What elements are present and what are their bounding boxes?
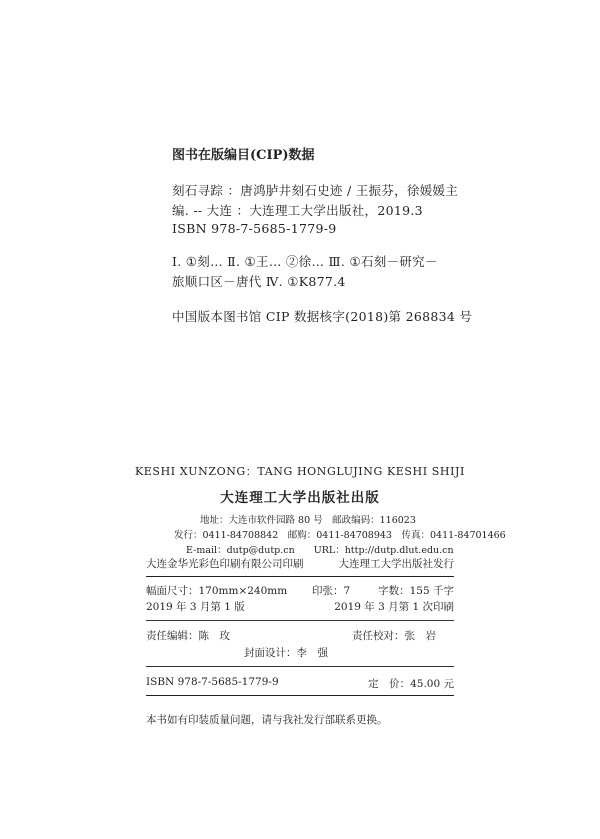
cip-line-publication: 编. -- 大连 ：大连理工大学出版社，2019.3 [172, 203, 423, 218]
cip-line-subjects: Ⅰ. ①刻… Ⅱ. ①王… ②徐… Ⅲ. ①石刻－研究－ [172, 254, 438, 269]
publisher-web: E-mail：dutp@dutp.cn URL：http://dutp.dlut.edu.cn [186, 545, 454, 556]
printer: 大连金华光彩色印刷有限公司印刷 [146, 558, 304, 570]
divider [146, 620, 454, 621]
isbn: ISBN 978-7-5685-1779-9 [146, 676, 279, 688]
page-size: 幅面尺寸：170mm×240mm [146, 585, 288, 597]
cip-line-record-number: 中国版本图书馆 CIP 数据核字(2018)第 268834 号 [172, 309, 473, 324]
word-count: 字数：155 千字 [378, 585, 454, 597]
cip-line-title: 刻石寻踪 ：唐鸿胪井刻石史迹 / 王振芬，徐媛媛主 [172, 183, 459, 198]
cip-line-isbn: ISBN 978-7-5685-1779-9 [172, 221, 337, 236]
printed-sheets: 印张：7 [312, 585, 351, 597]
cip-heading: 图书在版编目(CIP)数据 [172, 148, 315, 163]
english-title: KESHI XUNZONG：TANG HONGLUJING KESHI SHIJI [134, 465, 466, 478]
price: 定 价：45.00 元 [368, 678, 454, 690]
printing: 2019 年 3 月第 1 次印刷 [334, 601, 454, 613]
divider [146, 666, 454, 667]
responsible-editor: 责任编辑：陈 玫 [146, 630, 230, 642]
publisher-name: 大连理工大学出版社出版 [220, 490, 380, 506]
divider [146, 695, 454, 696]
cover-designer: 封面设计：李 强 [244, 647, 328, 659]
divider [146, 576, 454, 577]
distributor: 大连理工大学出版社发行 [338, 558, 454, 570]
publisher-contact: 发行：0411-84708842 邮购：0411-84708943 传真：0411-84701466 [174, 530, 506, 541]
publisher-address: 地址：大连市软件园路 80 号 邮政编码：116023 [200, 515, 416, 526]
responsible-proofreader: 责任校对：张 岩 [352, 630, 436, 642]
edition: 2019 年 3 月第 1 版 [146, 601, 245, 613]
cip-line-classification: 旅顺口区－唐代 Ⅳ. ①K877.4 [172, 274, 346, 289]
quality-notice: 本书如有印装质量问题，请与我社发行部联系更换。 [146, 714, 388, 726]
